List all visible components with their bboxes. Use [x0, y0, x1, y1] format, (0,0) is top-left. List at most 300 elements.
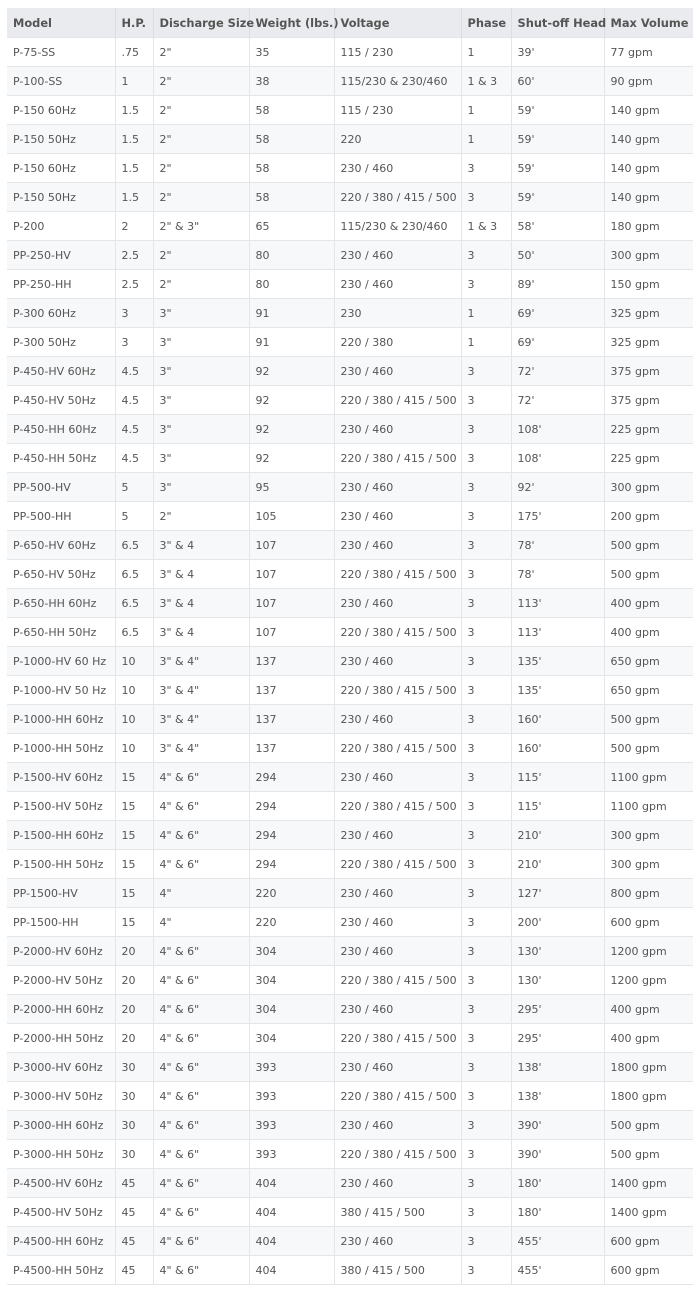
- max-volume-cell: 650 gpm: [604, 647, 693, 676]
- shutoff-head-cell: 130': [511, 966, 604, 995]
- phase-cell: 3: [461, 1198, 511, 1227]
- phase-cell: 3: [461, 618, 511, 647]
- hp-cell: 1: [115, 67, 153, 96]
- weight-cell: 393: [249, 1111, 334, 1140]
- hp-cell: 20: [115, 966, 153, 995]
- model-cell: P-150 60Hz: [7, 96, 115, 125]
- model-cell: P-4500-HH 60Hz: [7, 1227, 115, 1256]
- discharge-size-cell: 4": [153, 908, 249, 937]
- max-volume-cell: 325 gpm: [604, 299, 693, 328]
- model-cell: P-1500-HH 50Hz: [7, 850, 115, 879]
- phase-cell: 3: [461, 415, 511, 444]
- table-row: [7, 502, 693, 531]
- discharge-size-cell: 3" & 4: [153, 589, 249, 618]
- voltage-cell: 220: [334, 125, 461, 154]
- weight-cell: 137: [249, 676, 334, 705]
- model-cell: P-3000-HV 60Hz: [7, 1053, 115, 1082]
- phase-cell: 3: [461, 908, 511, 937]
- shutoff-head-cell: 210': [511, 821, 604, 850]
- shutoff-head-cell: 200': [511, 908, 604, 937]
- max-volume-cell: 200 gpm: [604, 502, 693, 531]
- max-volume-cell: 150 gpm: [604, 270, 693, 299]
- voltage-cell: 220 / 380 / 415 / 500: [334, 386, 461, 415]
- max-volume-cell: 500 gpm: [604, 734, 693, 763]
- weight-cell: 35: [249, 38, 334, 67]
- table-row: [7, 96, 693, 125]
- phase-cell: 3: [461, 1140, 511, 1169]
- model-cell: P-150 50Hz: [7, 183, 115, 212]
- phase-cell: 3: [461, 1169, 511, 1198]
- weight-cell: 92: [249, 386, 334, 415]
- weight-cell: 80: [249, 270, 334, 299]
- model-cell: P-150 50Hz: [7, 125, 115, 154]
- phase-cell: 3: [461, 1082, 511, 1111]
- max-volume-cell: 800 gpm: [604, 879, 693, 908]
- phase-cell: 3: [461, 1111, 511, 1140]
- phase-cell: 3: [461, 937, 511, 966]
- table-row: [7, 357, 693, 386]
- weight-cell: 294: [249, 763, 334, 792]
- voltage-cell: 230 / 460: [334, 705, 461, 734]
- voltage-cell: 220 / 380 / 415 / 500: [334, 734, 461, 763]
- voltage-cell: 380 / 415 / 500: [334, 1256, 461, 1285]
- hp-cell: 3: [115, 299, 153, 328]
- voltage-cell: 220 / 380 / 415 / 500: [334, 1140, 461, 1169]
- discharge-size-cell: 4" & 6": [153, 1256, 249, 1285]
- shutoff-head-cell: 39': [511, 38, 604, 67]
- hp-cell: 45: [115, 1198, 153, 1227]
- weight-cell: 294: [249, 821, 334, 850]
- phase-cell: 3: [461, 1053, 511, 1082]
- hp-cell: 30: [115, 1140, 153, 1169]
- phase-cell: 3: [461, 792, 511, 821]
- discharge-size-cell: 2": [153, 154, 249, 183]
- voltage-cell: 230 / 460: [334, 879, 461, 908]
- model-cell: P-1000-HV 50 Hz: [7, 676, 115, 705]
- hp-cell: 3: [115, 328, 153, 357]
- table-header: [7, 8, 693, 38]
- table-row: [7, 1024, 693, 1053]
- discharge-size-cell: 3": [153, 473, 249, 502]
- model-cell: PP-250-HH: [7, 270, 115, 299]
- model-cell: P-1000-HV 60 Hz: [7, 647, 115, 676]
- table-row: [7, 299, 693, 328]
- max-volume-cell: 500 gpm: [604, 560, 693, 589]
- max-volume-cell: 300 gpm: [604, 473, 693, 502]
- voltage-cell: 220 / 380 / 415 / 500: [334, 966, 461, 995]
- phase-cell: 1 & 3: [461, 67, 511, 96]
- hp-cell: 5: [115, 502, 153, 531]
- table-row: [7, 125, 693, 154]
- voltage-cell: 230 / 460: [334, 763, 461, 792]
- weight-cell: 107: [249, 560, 334, 589]
- discharge-size-cell: 3": [153, 328, 249, 357]
- weight-cell: 95: [249, 473, 334, 502]
- hp-cell: 20: [115, 1024, 153, 1053]
- phase-cell: 3: [461, 183, 511, 212]
- max-volume-cell: 600 gpm: [604, 1256, 693, 1285]
- table-row: [7, 328, 693, 357]
- hp-cell: 6.5: [115, 618, 153, 647]
- weight-cell: 220: [249, 908, 334, 937]
- voltage-cell: 115 / 230: [334, 96, 461, 125]
- column-header-shutoff-head: Shut-off Head: [511, 8, 604, 38]
- hp-cell: 10: [115, 705, 153, 734]
- shutoff-head-cell: 127': [511, 879, 604, 908]
- model-cell: PP-1500-HH: [7, 908, 115, 937]
- voltage-cell: 230 / 460: [334, 473, 461, 502]
- shutoff-head-cell: 115': [511, 763, 604, 792]
- weight-cell: 404: [249, 1198, 334, 1227]
- model-cell: P-2000-HH 50Hz: [7, 1024, 115, 1053]
- discharge-size-cell: 3": [153, 386, 249, 415]
- weight-cell: 304: [249, 937, 334, 966]
- hp-cell: 30: [115, 1111, 153, 1140]
- column-header-discharge-size: Discharge Size: [153, 8, 249, 38]
- voltage-cell: 220 / 380 / 415 / 500: [334, 618, 461, 647]
- hp-cell: 1.5: [115, 154, 153, 183]
- weight-cell: 80: [249, 241, 334, 270]
- phase-cell: 1: [461, 328, 511, 357]
- table-row: [7, 647, 693, 676]
- model-cell: P-200: [7, 212, 115, 241]
- table-row: [7, 792, 693, 821]
- weight-cell: 107: [249, 589, 334, 618]
- shutoff-head-cell: 295': [511, 995, 604, 1024]
- discharge-size-cell: 4" & 6": [153, 850, 249, 879]
- hp-cell: 15: [115, 879, 153, 908]
- phase-cell: 3: [461, 821, 511, 850]
- voltage-cell: 230 / 460: [334, 908, 461, 937]
- shutoff-head-cell: 59': [511, 96, 604, 125]
- column-header-weight: Weight (lbs.): [249, 8, 334, 38]
- voltage-cell: 230 / 460: [334, 821, 461, 850]
- discharge-size-cell: 2": [153, 241, 249, 270]
- max-volume-cell: 1400 gpm: [604, 1169, 693, 1198]
- discharge-size-cell: 2": [153, 96, 249, 125]
- max-volume-cell: 1100 gpm: [604, 763, 693, 792]
- table-row: [7, 386, 693, 415]
- model-cell: P-150 60Hz: [7, 154, 115, 183]
- weight-cell: 304: [249, 1024, 334, 1053]
- model-cell: P-450-HH 60Hz: [7, 415, 115, 444]
- table-row: [7, 270, 693, 299]
- phase-cell: 3: [461, 241, 511, 270]
- voltage-cell: 230 / 460: [334, 270, 461, 299]
- hp-cell: 30: [115, 1082, 153, 1111]
- discharge-size-cell: 4" & 6": [153, 1024, 249, 1053]
- table-row: [7, 38, 693, 67]
- model-cell: P-4500-HH 50Hz: [7, 1256, 115, 1285]
- discharge-size-cell: 4" & 6": [153, 1082, 249, 1111]
- phase-cell: 3: [461, 386, 511, 415]
- hp-cell: 10: [115, 647, 153, 676]
- discharge-size-cell: 2" & 3": [153, 212, 249, 241]
- model-cell: P-1000-HH 50Hz: [7, 734, 115, 763]
- hp-cell: .75: [115, 38, 153, 67]
- table-row: [7, 531, 693, 560]
- shutoff-head-cell: 72': [511, 386, 604, 415]
- hp-cell: 5: [115, 473, 153, 502]
- table-row: [7, 937, 693, 966]
- shutoff-head-cell: 390': [511, 1140, 604, 1169]
- discharge-size-cell: 4" & 6": [153, 821, 249, 850]
- weight-cell: 393: [249, 1082, 334, 1111]
- hp-cell: 20: [115, 995, 153, 1024]
- max-volume-cell: 1800 gpm: [604, 1053, 693, 1082]
- table-row: [7, 618, 693, 647]
- model-cell: P-650-HV 50Hz: [7, 560, 115, 589]
- table-row: [7, 705, 693, 734]
- weight-cell: 58: [249, 96, 334, 125]
- shutoff-head-cell: 138': [511, 1082, 604, 1111]
- table-row: [7, 1140, 693, 1169]
- max-volume-cell: 300 gpm: [604, 241, 693, 270]
- header-row: [7, 8, 693, 38]
- weight-cell: 92: [249, 357, 334, 386]
- discharge-size-cell: 2": [153, 38, 249, 67]
- hp-cell: 4.5: [115, 444, 153, 473]
- model-cell: P-450-HH 50Hz: [7, 444, 115, 473]
- phase-cell: 1: [461, 125, 511, 154]
- phase-cell: 3: [461, 154, 511, 183]
- phase-cell: 3: [461, 676, 511, 705]
- shutoff-head-cell: 60': [511, 67, 604, 96]
- phase-cell: 3: [461, 850, 511, 879]
- table-row: [7, 67, 693, 96]
- table-body: [7, 38, 693, 1285]
- model-cell: P-100-SS: [7, 67, 115, 96]
- model-cell: P-3000-HH 60Hz: [7, 1111, 115, 1140]
- table-row: [7, 1256, 693, 1285]
- table-row: [7, 850, 693, 879]
- max-volume-cell: 1100 gpm: [604, 792, 693, 821]
- table-row: [7, 763, 693, 792]
- discharge-size-cell: 3": [153, 357, 249, 386]
- hp-cell: 45: [115, 1227, 153, 1256]
- phase-cell: 3: [461, 357, 511, 386]
- phase-cell: 1: [461, 299, 511, 328]
- hp-cell: 45: [115, 1256, 153, 1285]
- hp-cell: 6.5: [115, 560, 153, 589]
- max-volume-cell: 650 gpm: [604, 676, 693, 705]
- shutoff-head-cell: 113': [511, 589, 604, 618]
- voltage-cell: 230 / 460: [334, 241, 461, 270]
- max-volume-cell: 225 gpm: [604, 415, 693, 444]
- discharge-size-cell: 3" & 4: [153, 531, 249, 560]
- max-volume-cell: 325 gpm: [604, 328, 693, 357]
- shutoff-head-cell: 455': [511, 1227, 604, 1256]
- weight-cell: 404: [249, 1169, 334, 1198]
- phase-cell: 3: [461, 995, 511, 1024]
- voltage-cell: 230 / 460: [334, 647, 461, 676]
- table-row: [7, 879, 693, 908]
- hp-cell: 15: [115, 908, 153, 937]
- shutoff-head-cell: 135': [511, 647, 604, 676]
- max-volume-cell: 180 gpm: [604, 212, 693, 241]
- max-volume-cell: 140 gpm: [604, 96, 693, 125]
- hp-cell: 15: [115, 763, 153, 792]
- discharge-size-cell: 4" & 6": [153, 1053, 249, 1082]
- discharge-size-cell: 4" & 6": [153, 966, 249, 995]
- weight-cell: 58: [249, 183, 334, 212]
- shutoff-head-cell: 115': [511, 792, 604, 821]
- column-header-phase: Phase: [461, 8, 511, 38]
- weight-cell: 393: [249, 1140, 334, 1169]
- table-row: [7, 415, 693, 444]
- table-row: [7, 676, 693, 705]
- model-cell: P-650-HV 60Hz: [7, 531, 115, 560]
- weight-cell: 304: [249, 966, 334, 995]
- max-volume-cell: 500 gpm: [604, 1111, 693, 1140]
- phase-cell: 1: [461, 38, 511, 67]
- model-cell: P-450-HV 50Hz: [7, 386, 115, 415]
- model-cell: P-1500-HH 60Hz: [7, 821, 115, 850]
- discharge-size-cell: 4" & 6": [153, 1111, 249, 1140]
- shutoff-head-cell: 138': [511, 1053, 604, 1082]
- weight-cell: 137: [249, 734, 334, 763]
- voltage-cell: 115 / 230: [334, 38, 461, 67]
- shutoff-head-cell: 455': [511, 1256, 604, 1285]
- shutoff-head-cell: 78': [511, 560, 604, 589]
- discharge-size-cell: 4": [153, 879, 249, 908]
- phase-cell: 3: [461, 589, 511, 618]
- phase-cell: 3: [461, 531, 511, 560]
- shutoff-head-cell: 50': [511, 241, 604, 270]
- model-cell: P-300 60Hz: [7, 299, 115, 328]
- voltage-cell: 220 / 380 / 415 / 500: [334, 676, 461, 705]
- discharge-size-cell: 3": [153, 444, 249, 473]
- discharge-size-cell: 3": [153, 299, 249, 328]
- model-cell: P-1500-HV 50Hz: [7, 792, 115, 821]
- table-row: [7, 212, 693, 241]
- max-volume-cell: 375 gpm: [604, 386, 693, 415]
- shutoff-head-cell: 180': [511, 1169, 604, 1198]
- voltage-cell: 380 / 415 / 500: [334, 1198, 461, 1227]
- shutoff-head-cell: 59': [511, 183, 604, 212]
- max-volume-cell: 140 gpm: [604, 125, 693, 154]
- max-volume-cell: 300 gpm: [604, 821, 693, 850]
- voltage-cell: 220 / 380 / 415 / 500: [334, 183, 461, 212]
- hp-cell: 10: [115, 734, 153, 763]
- hp-cell: 30: [115, 1053, 153, 1082]
- pump-spec-table: [7, 8, 693, 1285]
- table-row: [7, 589, 693, 618]
- hp-cell: 15: [115, 821, 153, 850]
- table-row: [7, 241, 693, 270]
- model-cell: PP-500-HV: [7, 473, 115, 502]
- model-cell: PP-250-HV: [7, 241, 115, 270]
- discharge-size-cell: 4" & 6": [153, 1169, 249, 1198]
- shutoff-head-cell: 175': [511, 502, 604, 531]
- voltage-cell: 115/230 & 230/460: [334, 212, 461, 241]
- phase-cell: 3: [461, 1227, 511, 1256]
- max-volume-cell: 400 gpm: [604, 1024, 693, 1053]
- voltage-cell: 230 / 460: [334, 1111, 461, 1140]
- phase-cell: 3: [461, 270, 511, 299]
- model-cell: P-2000-HV 50Hz: [7, 966, 115, 995]
- discharge-size-cell: 3" & 4": [153, 647, 249, 676]
- shutoff-head-cell: 135': [511, 676, 604, 705]
- table-row: [7, 444, 693, 473]
- hp-cell: 20: [115, 937, 153, 966]
- discharge-size-cell: 4" & 6": [153, 1198, 249, 1227]
- max-volume-cell: 1200 gpm: [604, 937, 693, 966]
- voltage-cell: 220 / 380: [334, 328, 461, 357]
- voltage-cell: 230 / 460: [334, 1227, 461, 1256]
- weight-cell: 107: [249, 618, 334, 647]
- voltage-cell: 220 / 380 / 415 / 500: [334, 1082, 461, 1111]
- max-volume-cell: 90 gpm: [604, 67, 693, 96]
- phase-cell: 3: [461, 763, 511, 792]
- shutoff-head-cell: 160': [511, 705, 604, 734]
- max-volume-cell: 600 gpm: [604, 1227, 693, 1256]
- voltage-cell: 230 / 460: [334, 1169, 461, 1198]
- phase-cell: 3: [461, 560, 511, 589]
- max-volume-cell: 600 gpm: [604, 908, 693, 937]
- weight-cell: 91: [249, 328, 334, 357]
- model-cell: P-1000-HH 60Hz: [7, 705, 115, 734]
- model-cell: P-2000-HV 60Hz: [7, 937, 115, 966]
- shutoff-head-cell: 89': [511, 270, 604, 299]
- hp-cell: 4.5: [115, 415, 153, 444]
- table-row: [7, 473, 693, 502]
- max-volume-cell: 300 gpm: [604, 850, 693, 879]
- table-row: [7, 734, 693, 763]
- model-cell: P-1500-HV 60Hz: [7, 763, 115, 792]
- voltage-cell: 230 / 460: [334, 531, 461, 560]
- hp-cell: 1.5: [115, 183, 153, 212]
- shutoff-head-cell: 113': [511, 618, 604, 647]
- model-cell: P-2000-HH 60Hz: [7, 995, 115, 1024]
- model-cell: P-3000-HV 50Hz: [7, 1082, 115, 1111]
- hp-cell: 4.5: [115, 357, 153, 386]
- hp-cell: 2.5: [115, 241, 153, 270]
- shutoff-head-cell: 69': [511, 328, 604, 357]
- table-row: [7, 183, 693, 212]
- table-row: [7, 1198, 693, 1227]
- phase-cell: 3: [461, 879, 511, 908]
- discharge-size-cell: 2": [153, 67, 249, 96]
- max-volume-cell: 400 gpm: [604, 995, 693, 1024]
- hp-cell: 2: [115, 212, 153, 241]
- voltage-cell: 230 / 460: [334, 937, 461, 966]
- weight-cell: 220: [249, 879, 334, 908]
- table-row: [7, 1111, 693, 1140]
- column-header-hp: H.P.: [115, 8, 153, 38]
- model-cell: P-3000-HH 50Hz: [7, 1140, 115, 1169]
- voltage-cell: 230 / 460: [334, 357, 461, 386]
- discharge-size-cell: 4" & 6": [153, 937, 249, 966]
- weight-cell: 92: [249, 444, 334, 473]
- shutoff-head-cell: 130': [511, 937, 604, 966]
- weight-cell: 393: [249, 1053, 334, 1082]
- table-row: [7, 821, 693, 850]
- weight-cell: 294: [249, 792, 334, 821]
- max-volume-cell: 500 gpm: [604, 531, 693, 560]
- max-volume-cell: 400 gpm: [604, 618, 693, 647]
- model-cell: P-300 50Hz: [7, 328, 115, 357]
- phase-cell: 3: [461, 705, 511, 734]
- voltage-cell: 230 / 460: [334, 589, 461, 618]
- weight-cell: 105: [249, 502, 334, 531]
- weight-cell: 92: [249, 415, 334, 444]
- shutoff-head-cell: 180': [511, 1198, 604, 1227]
- column-header-model: Model: [7, 8, 115, 38]
- hp-cell: 45: [115, 1169, 153, 1198]
- table-row: [7, 560, 693, 589]
- table-row: [7, 908, 693, 937]
